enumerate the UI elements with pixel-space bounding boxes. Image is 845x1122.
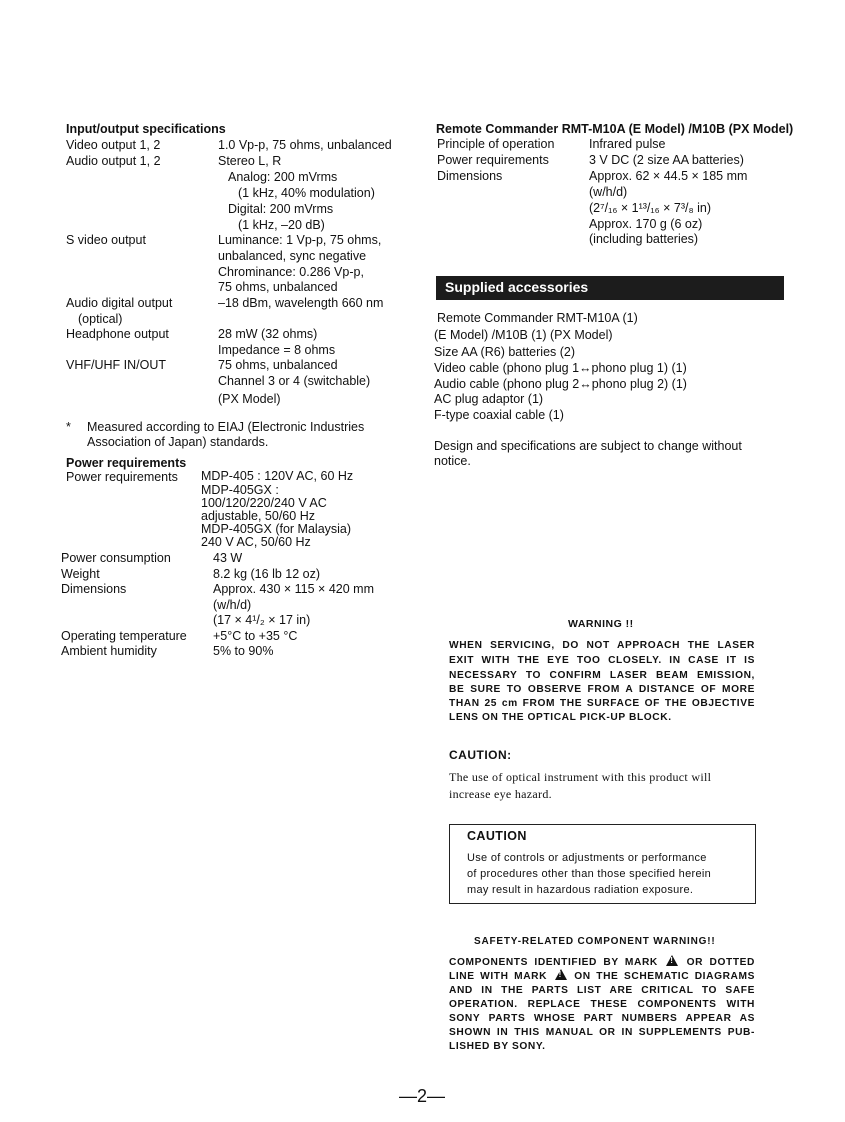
accessory-item: Audio cable (phono plug 2↔phono plug 2) (1) (434, 377, 687, 391)
audio-digital-label: Audio digital output (66, 296, 173, 310)
safety-title: SAFETY-RELATED COMPONENT WARNING!! (474, 936, 716, 947)
remote-heading: Remote Commander RMT-M10A (E Model) /M10B (PX Model) (436, 122, 794, 136)
power-line: adjustable, 50/60 Hz (201, 509, 315, 523)
page-number: —2— (399, 1086, 446, 1106)
safety-line: OPERATION. REPLACE THESE COMPONENTS WITH (449, 999, 755, 1010)
caution1-line: The use of optical instrument with this product will (449, 770, 712, 784)
svideo-line: Luminance: 1 Vp-p, 75 ohms, (218, 233, 382, 247)
safety-line-1b: OR DOTTED (686, 957, 755, 968)
audio-output-line: (1 kHz, –20 dB) (238, 218, 325, 232)
headphone-label: Headphone output (66, 327, 169, 341)
remote-dimensions-line: Approx. 62 × 44.5 × 185 mm (589, 169, 748, 183)
power-line: 240 V AC, 50/60 Hz (201, 535, 311, 549)
svideo-line: unbalanced, sync negative (218, 249, 367, 263)
power-line: MDP-405GX (for Malaysia) (201, 522, 352, 536)
svideo-line: Chrominance: 0.286 Vp-p, (218, 265, 364, 279)
accessory-item: Video cable (phono plug 1↔phono plug 1) (1) (434, 361, 687, 375)
op-temp-value: +5°C to +35 °C (213, 629, 298, 643)
caution2-title: CAUTION (467, 829, 527, 843)
accessory-item: Remote Commander RMT-M10A (1) (437, 311, 638, 325)
humidity-value: 5% to 90% (213, 644, 274, 658)
io-heading: Input/output specifications (66, 122, 226, 136)
warning-title: WARNING !! (568, 618, 634, 630)
weight-value: 8.2 kg (16 lb 12 oz) (213, 567, 321, 581)
audio-output-label: Audio output 1, 2 (66, 154, 161, 168)
remote-dimensions-line: Approx. 170 g (6 oz) (589, 217, 703, 231)
dimensions-line: Approx. 430 × 115 × 420 mm (213, 582, 374, 596)
svideo-line: 75 ohms, unbalanced (218, 280, 338, 294)
caution2-line: may result in hazardous radiation exposure. (467, 884, 694, 896)
caution1-title: CAUTION: (449, 748, 512, 762)
safety-line: AND IN THE PARTS LIST ARE CRITICAL TO SAFE (449, 985, 755, 996)
video-output-label: Video output 1, 2 (66, 138, 161, 152)
safety-line: LISHED BY SONY. (449, 1041, 546, 1052)
humidity-label: Ambient humidity (61, 644, 157, 658)
power-line: MDP-405GX : (201, 483, 279, 497)
video-output-value: 1.0 Vp-p, 75 ohms, unbalanced (218, 138, 392, 152)
remote-dimensions-line: (2⁷/₁₆ × 1¹³/₁₆ × 7³/₈ in) (589, 201, 712, 215)
warning-line: THAN 25 cm FROM THE SURFACE OF THE OBJECTIVE (449, 698, 755, 709)
remote-power-value: 3 V DC (2 size AA batteries) (589, 153, 744, 167)
vhf-line: (PX Model) (218, 392, 281, 406)
warning-triangle-icon (555, 969, 567, 980)
warning-line: WHEN SERVICING, DO NOT APPROACH THE LASER (449, 640, 755, 651)
vhf-label: VHF/UHF IN/OUT (66, 358, 166, 372)
headphone-line: 28 mW (32 ohms) (218, 327, 318, 341)
warning-line: NECESSARY TO CONFIRM LASER BEAM EMISSION, (449, 670, 755, 681)
dimensions-line: (w/h/d) (213, 598, 252, 612)
warning-triangle-icon (666, 955, 678, 966)
weight-label: Weight (61, 567, 100, 581)
audio-output-line: Stereo L, R (218, 154, 282, 168)
note-asterisk: * (66, 420, 71, 434)
vhf-line: 75 ohms, unbalanced (218, 358, 338, 372)
remote-dimensions-line: (w/h/d) (589, 185, 628, 199)
safety-line-2b: ON THE SCHEMATIC DIAGRAMS (574, 971, 755, 982)
remote-dimensions-label: Dimensions (437, 169, 503, 183)
principle-label: Principle of operation (437, 137, 555, 151)
caution-box (449, 824, 756, 904)
consumption-label: Power consumption (61, 551, 171, 565)
safety-line: SHOWN IN THIS MANUAL OR IN SUPPLEMENTS PUB- (449, 1027, 755, 1038)
power-line: 100/120/220/240 V AC (201, 496, 327, 510)
remote-power-label: Power requirements (437, 153, 549, 167)
safety-line-2a: LINE WITH MARK (449, 971, 548, 982)
note-line: Association of Japan) standards. (87, 435, 269, 449)
warning-line: LENS ON THE OPTICAL PICK-UP BLOCK. (449, 712, 672, 723)
consumption-value: 43 W (213, 551, 243, 565)
audio-digital-value: –18 dBm, wavelength 660 nm (218, 296, 384, 310)
safety-line-1a: COMPONENTS IDENTIFIED BY MARK (449, 957, 658, 968)
headphone-line: Impedance = 8 ohms (218, 343, 336, 357)
accessory-item: AC plug adaptor (1) (434, 392, 544, 406)
audio-digital-label-2: (optical) (78, 312, 123, 326)
vhf-line: Channel 3 or 4 (switchable) (218, 374, 371, 388)
remote-dimensions-line: (including batteries) (589, 232, 699, 246)
svideo-label: S video output (66, 233, 146, 247)
dimensions-label: Dimensions (61, 582, 127, 596)
audio-output-line: (1 kHz, 40% modulation) (238, 186, 375, 200)
safety-line: SONY PARTS WHOSE PART NUMBERS APPEAR AS (449, 1013, 755, 1024)
audio-output-line: Analog: 200 mVrms (228, 170, 338, 184)
power-line: MDP-405 : 120V AC, 60 Hz (201, 469, 354, 483)
power-label: Power requirements (66, 470, 178, 484)
caution1-line: increase eye hazard. (449, 787, 552, 801)
warning-line: EXIT WITH THE EYE TOO CLOSELY. IN CASE IT IS (449, 655, 755, 666)
accessory-item: Size AA (R6) batteries (2) (434, 345, 576, 359)
accessories-heading-bar (436, 276, 784, 300)
caution2-line: of procedures other than those specified herein (467, 868, 712, 880)
principle-value: Infrared pulse (589, 137, 666, 151)
op-temp-label: Operating temperature (61, 629, 187, 643)
accessory-item: F-type coaxial cable (1) (434, 408, 564, 422)
disclaimer-line: notice. (434, 454, 471, 468)
disclaimer-line: Design and specifications are subject to change without (434, 439, 742, 453)
audio-output-line: Digital: 200 mVrms (228, 202, 334, 216)
warning-line: BE SURE TO OBSERVE FROM A DISTANCE OF MORE (449, 684, 755, 695)
note-line: Measured according to EIAJ (Electronic Industries (87, 420, 365, 434)
accessories-heading: Supplied accessories (445, 279, 589, 295)
caution2-line: Use of controls or adjustments or performance (467, 852, 707, 864)
accessory-item: (E Model) /M10B (1) (PX Model) (434, 328, 613, 342)
power-heading: Power requirements (66, 456, 187, 470)
dimensions-line: (17 × 4¹/₂ × 17 in) (213, 613, 311, 627)
